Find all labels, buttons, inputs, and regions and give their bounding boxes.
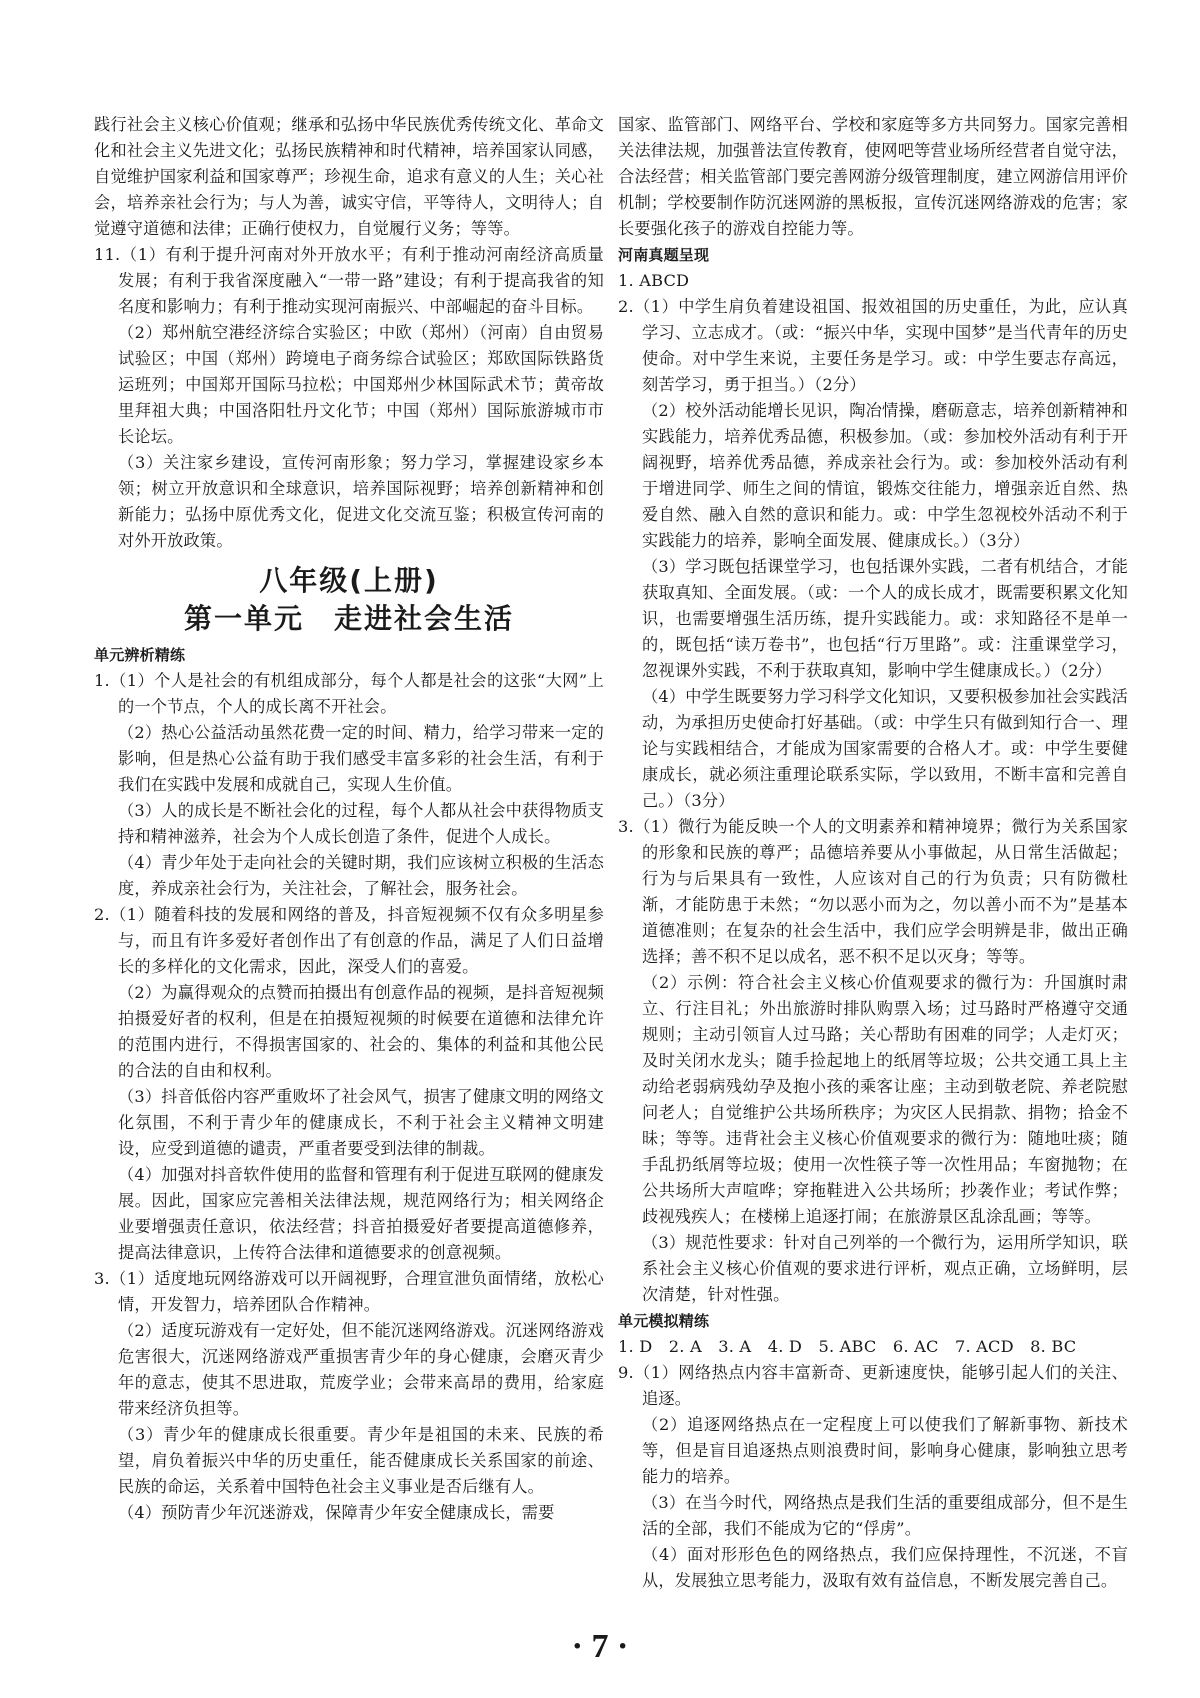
answer-11-3: （3）关注家乡建设，宣传河南形象；努力学习，掌握建设家乡本领；树立开放意识和全球意识，培养国际视野；培养创新精神和创新能力；弘扬中原优秀文化，促进文化交流互鉴；积极宣传河南的对外开放政策。 — [118, 453, 604, 550]
section-title-henan: 河南真题呈现 — [618, 246, 710, 264]
page-number: · 7 · — [571, 1628, 629, 1665]
henan-answer-2-4: （4）中学生既要努力学习科学文化知识，又要积极参加社会实践活动，为承担历史使命打好基础。（或：中学生只有做到知行合一、理论与实践相结合，才能成为国家需要的合格人才。或：中学生要健康成长，就必须注重理论联系实际，学以致用，不断丰富和完善自己。）（3分） — [642, 687, 1128, 810]
answer-2-1: 2.（1）随着科技的发展和网络的普及，抖音短视频不仅有众多明星参与，而且有许多爱好者创作出了有创意的作品，满足了人们日益增长的多样化的文化需求，因此，深受人们的喜爱。 — [94, 905, 604, 976]
answer-2-3: （3）抖音低俗内容严重败坏了社会风气，损害了健康文明的网络文化氛围，不利于青少年的健康成长，不利于社会主义精神文明建设，应受到道德的谴责，严重者要受到法律的制裁。 — [118, 1087, 604, 1158]
answer-1-2: （2）热心公益活动虽然花费一定的时间、精力，给学习带来一定的影响，但是热心公益有助于我们感受丰富多彩的社会生活，有利于我们在实践中发展和成就自己，实现人生价值。 — [118, 723, 604, 794]
answer-3-3: （3）青少年的健康成长很重要。青少年是祖国的未来、民族的希望，肩负着振兴中华的历史重任，能否健康成长关系国家的前途、民族的命运，关系着中国特色社会主义事业是否后继有人。 — [118, 1425, 604, 1496]
intro-continuation: 践行社会主义核心价值观；继承和弘扬中华民族优秀传统文化、革命文化和社会主义先进文化；弘扬民族精神和时代精神，培养国家认同感，自觉维护国家利益和国家尊严；珍视生命，追求有意义的人生；关心社会，培养亲社会行为；与人为善，诚实守信，平等待人，文明待人；自觉遵守道德和法律；正确行使权力，自觉履行义务；等等。 — [94, 115, 604, 238]
section-title-simulation: 单元模拟精练 — [618, 1312, 710, 1330]
right-column — [618, 112, 1128, 1594]
unit-title: 第一单元 走进社会生活 — [183, 602, 514, 635]
answer-1-4: （4）青少年处于走向社会的关键时期，我们应该树立积极的生活态度，养成亲社会行为，关注社会，了解社会，服务社会。 — [118, 853, 604, 898]
henan-answer-3-3: （3）规范性要求：针对自己列举的一个微行为，运用所学知识，联系社会主义核心价值观的要求进行评析，观点正确，立场鲜明，层次清楚，针对性强。 — [642, 1233, 1128, 1304]
sim-answer-9-3: （3）在当今时代，网络热点是我们生活的重要组成部分，但不是生活的全部，我们不能成为它的“俘虏”。 — [642, 1493, 1128, 1538]
answer-2-4: （4）加强对抖音软件使用的监督和管理有利于促进互联网的健康发展。因此，国家应完善相关法律法规，规范网络行为；相关网络企业要增强责任意识，依法经营；抖音拍摄爱好者要提高道德修养，提高法律意识，上传符合法律和道德要求的创意视频。 — [118, 1165, 604, 1262]
answer-1-3: （3）人的成长是不断社会化的过程，每个人都从社会中获得物质支持和精神滋养，社会为个人成长创造了条件，促进个人成长。 — [118, 801, 604, 846]
sim-answer-9-1: 9.（1）网络热点内容丰富新奇、更新速度快，能够引起人们的关注、追逐。 — [618, 1363, 1128, 1408]
henan-answer-2-1: 2.（1）中学生肩负着建设祖国、报效祖国的历史重任，为此，应认真学习、立志成才。（或：“振兴中华，实现中国梦”是当代青年的历史使命。对中学生来说，主要任务是学习。或：中学生要志存高远，刻苦学习，勇于担当。）（2分） — [618, 297, 1128, 394]
sim-answer-9-4: （4）面对形形色色的网络热点，我们应保持理性，不沉迷，不盲从，发展独立思考能力，汲取有效有益信息，不断发展完善自己。 — [642, 1545, 1128, 1590]
answer-11-2: （2）郑州航空港经济综合实验区；中欧（郑州）（河南）自由贸易试验区；中国（郑州）跨境电子商务综合试验区；郑欧国际铁路货运班列；中国郑开国际马拉松；中国郑州少林国际武术节；黄帝故里拜祖大典；中国洛阳牡丹文化节；中国（郑州）国际旅游城市市长论坛。 — [118, 323, 604, 446]
sim-answer-9-2: （2）追逐网络热点在一定程度上可以使我们了解新事物、新技术等，但是盲目追逐热点则浪费时间，影响身心健康，影响独立思考能力的培养。 — [642, 1415, 1128, 1486]
continuation-block: 国家、监管部门、网络平台、学校和家庭等多方共同努力。国家完善相关法律法规，加强普法宣传教育，使网吧等营业场所经营者自觉守法，合法经营；相关监管部门要完善网游分级管理制度，建立网游信用评价机制；学校要制作防沉迷网游的黑板报，宣传沉迷网络游戏的危害；家长要强化孩子的游戏自控能力等。 — [618, 115, 1128, 238]
answer-3-1: 3.（1）适度地玩网络游戏可以开阔视野，合理宣泄负面情绪，放松心情，开发智力，培养团队合作精神。 — [94, 1269, 604, 1314]
answer-3-4: （4）预防青少年沉迷游戏，保障青少年安全健康成长，需要 — [118, 1503, 555, 1522]
left-column — [94, 112, 604, 1526]
henan-answer-3-1: 3.（1）微行为能反映一个人的文明素养和精神境界；微行为关系国家的形象和民族的尊严；品德培养要从小事做起，从日常生活做起；行为与后果具有一致性，人应该对自己的行为负责；只有防微杜渐，才能防患于未然；“勿以恶小而为之，勿以善小而不为”是基本道德准则；在复杂的社会生活中，我们应学会明辨是非，做出正确选择；善不积不足以成名，恶不积不足以灭身；等等。 — [618, 817, 1128, 966]
henan-answer-1: 1. ABCD — [618, 271, 690, 290]
henan-answer-3-2: （2）示例：符合社会主义核心价值观要求的微行为：升国旗时肃立、行注目礼；外出旅游时排队购票入场；过马路时严格遵守交通规则；主动引领盲人过马路；关心帮助有困难的同学；人走灯灭；及时关闭水龙头；随手捡起地上的纸屑等垃圾；公共交通工具上主动给老弱病残幼孕及抱小孩的乘客让座；主动到敬老院、养老院慰问老人；自觉维护公共场所秩序；为灾区人民捐款、捐物；拾金不昧；等等。违背社会主义核心价值观要求的微行为：随地吐痰；随手乱扔纸屑等垃圾；使用一次性筷子等一次性用品；车窗抛物；在公共场所大声喧哗；穿拖鞋进入公共场所；抄袭作业；考试作弊；歧视残疾人；在楼梯上追逐打闹；在旅游景区乱涂乱画；等等。 — [642, 973, 1128, 1226]
section-title-analysis: 单元辨析精练 — [94, 646, 186, 664]
answer-3-2: （2）适度玩游戏有一定好处，但不能沉迷网络游戏。沉迷网络游戏危害很大，沉迷网络游戏严重损害青少年的身心健康，会磨灭青少年的意志，使其不思进取，荒废学业；会带来高昂的费用，给家庭带来经济负担等。 — [118, 1321, 604, 1418]
henan-answer-2-3: （3）学习既包括课堂学习，也包括课外实践，二者有机结合，才能获取真知、全面发展。（或：一个人的成长成才，既需要积累文化知识，也需要增强生活历练，提升实践能力。或：求知路径不是单一的，既包括“读万卷书”，也包括“行万里路”。或：注重课堂学习，忽视课外实践，不利于获取真知，影响中学生健康成长。）（2分） — [642, 557, 1128, 680]
answer-2-2: （2）为赢得观众的点赞而拍摄出有创意作品的视频，是抖音短视频拍摄爱好者的权利，但是在拍摄短视频的时候要在道德和法律允许的范围内进行，不得损害国家的、社会的、集体的利益和其他公民的合法的自由和权利。 — [118, 983, 604, 1080]
answer-11-1: 11.（1）有利于提升河南对外开放水平；有利于推动河南经济高质量发展；有利于我省深度融入“一带一路”建设；有利于提高我省的知名度和影响力；有利于推动实现河南振兴、中部崛起的奋斗目标。 — [94, 245, 604, 316]
henan-answer-2-2: （2）校外活动能增长见识，陶冶情操，磨砺意志，培养创新精神和实践能力，培养优秀品德，积极参加。（或：参加校外活动有利于开阔视野，培养优秀品德，养成亲社会行为。或：参加校外活动有利于增进同学、师生之间的情谊，锻炼交往能力，增强亲近自然、热爱自然、融入自然的意识和能力。或：中学生忽视校外活动不利于实践能力的培养，影响全面发展、健康成长。）（3分） — [642, 401, 1128, 550]
mcq-answers: 1. D 2. A 3. A 4. D 5. ABC 6. AC 7. ACD 8. BC — [618, 1337, 1077, 1356]
answer-1-1: 1.（1）个人是社会的有机组成部分，每个人都是社会的这张“大网”上的一个节点，个人的成长离不开社会。 — [94, 671, 604, 716]
grade-title: 八年级(上册) — [259, 564, 439, 597]
